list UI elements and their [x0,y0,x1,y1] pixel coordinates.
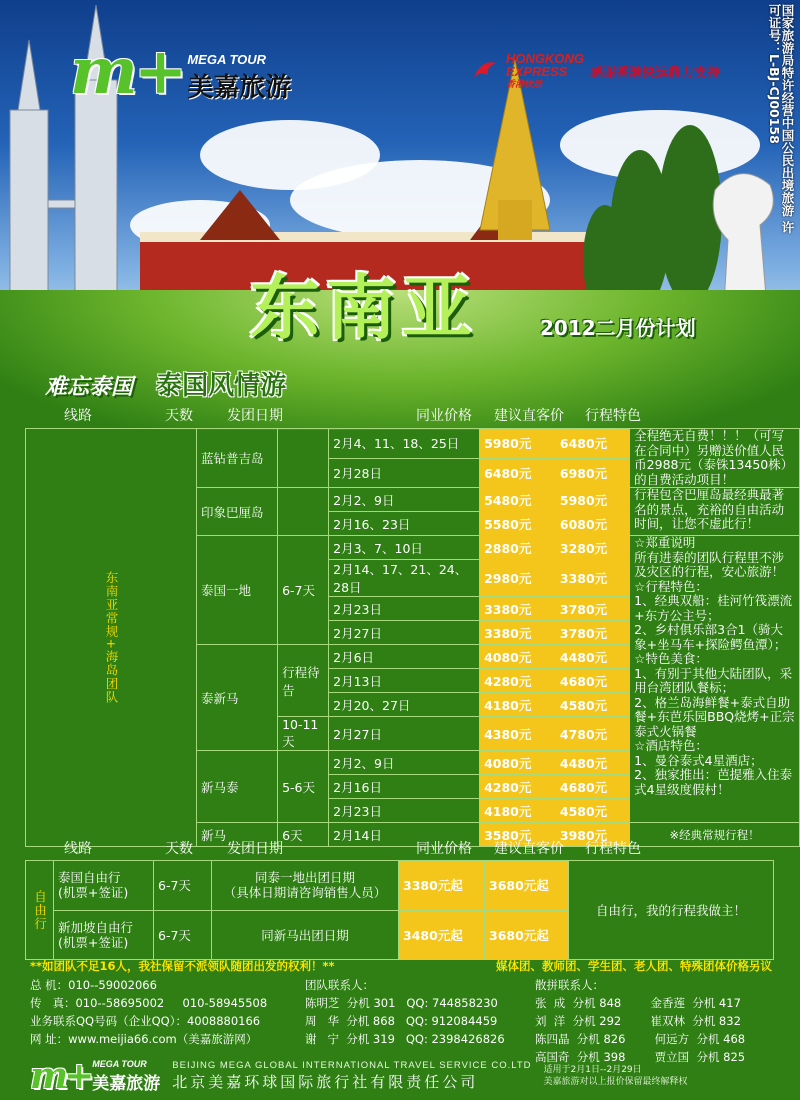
free-peer-price: 3480元起 [399,910,485,960]
footer-logo-chinese: 美嘉旅游 [92,1074,161,1094]
feature-puji: 全程绝无自费！！！（可写在合同中）另赠送价值人民币2988元（泰铢13450株）的自费活动项目！ [630,429,800,488]
route-name: 泰新马 [197,645,278,751]
route-days: 10-11天 [278,717,329,751]
depart-date: 2月13日 [329,669,480,693]
peer-price: 2980元 [480,560,556,597]
depart-date: 2月16日 [329,775,480,799]
tagline-left: 难忘泰国 [45,375,134,400]
footer-validity: 适用于2月1日--2月29日 [543,1065,642,1075]
peer-price: 4380元 [480,717,556,751]
header-route: 线路 [64,841,92,857]
route-name: 新马 [197,823,278,847]
peer-price: 4280元 [480,775,556,799]
main-table-header [0,405,800,427]
peer-price: 4180元 [480,693,556,717]
contact-fit-persons: 陈四晶 分机 826 何远方 分机 468 [535,1032,746,1046]
route-name: 蓝钻普吉岛 [197,429,278,488]
main-table [25,428,800,847]
tagline-right: 泰国风情游 [156,371,287,401]
header-peer-price: 同业价格 [416,841,472,857]
contact-fit-persons: 张 成 分机 848 金香莲 分机 417 [535,996,741,1010]
sponsor-name-line2: EXPRESS [506,64,568,79]
free-depart-date: 同新马出团日期 [212,910,399,960]
peer-price: 4080元 [480,751,556,775]
depart-date: 2月2、9日 [329,751,480,775]
free-route-note: (机票+签证) [58,885,129,901]
free-retail-price: 3680元起 [485,910,569,960]
route-days [278,488,329,536]
route-name: 泰国一地 [197,536,278,645]
depart-date: 2月2、9日 [329,488,480,512]
contact-main-phone: 总 机：010--59002066 [30,978,157,992]
contact-fit-persons: 高国奇 分机 398 贾立国 分机 825 [535,1050,746,1064]
peer-price: 3380元 [480,621,556,645]
retail-price: 6080元 [555,512,629,536]
depart-date: 2月4、11、18、25日 [329,429,480,459]
retail-price: 4680元 [555,669,629,693]
logo-chinese: 美嘉旅游 [187,73,292,103]
footer-logo-mark: m+ [30,1055,91,1097]
peer-price: 4180元 [480,799,556,823]
free-route-days: 6-7天 [154,861,212,911]
free-table-header [0,838,800,860]
depart-date: 2月23日 [329,799,480,823]
retail-price: 6980元 [555,458,629,488]
feature-thailand: ☆郑重说明 所有进泰的团队行程里不涉及灾区的行程，安心旅游！ ☆行程特色： 1、经典双船：桂河竹筏漂流+东方公主号； 2、乡村俱乐部3合1（骑大象+坐马车+探险鳄鱼潭）； ☆特色美食： 1、有别于其他大陆团队，采用台湾团队餐标； 2、格兰岛海鲜餐+泰式自助餐+东芭乐园BBQ烧烤+正宗泰式火锅餐 ☆酒店特色： 1、曼谷泰式4星酒店； 2、独家推出：芭提雅入住泰式4星级度假村！ [630,536,800,823]
contact-team-person: 陈明芝 分机 301 QQ: 744858230 [305,996,498,1010]
route-days: 6-7天 [278,536,329,645]
group-notice: **如团队不足16人，我社保留不派领队随团出发的权利！** [30,959,335,973]
contact-qq: 业务联系QQ号码（企业QQ）：4008880166 [30,1014,261,1028]
contact-fit-heading: 散拼联系人： [535,978,604,992]
free-route-days: 6-7天 [154,910,212,960]
header-route: 线路 [64,408,92,424]
retail-price: 4580元 [555,693,629,717]
header-features: 行程特色 [585,408,641,424]
contact-fax: 传 真：010--58695002 010-58945508 [30,996,268,1010]
route-days [278,429,329,488]
header-retail-price: 建议直客价 [494,408,564,424]
header-days: 天数 [165,841,193,857]
peer-price: 3380元 [480,597,556,621]
footer-logo [30,1055,161,1097]
depart-date: 2月20、27日 [329,693,480,717]
sponsor-name-cn: 香港快运 [506,79,543,89]
route-days: 行程待告 [278,645,329,717]
free-route-name: 泰国自由行 [58,870,121,886]
free-retail-price: 3680元起 [485,861,569,911]
peer-price: 5480元 [480,488,556,512]
free-label: 自由行 [26,861,54,960]
page-title: 东南亚 [250,267,478,349]
retail-price: 3380元 [555,560,629,597]
depart-date: 2月27日 [329,717,480,751]
peer-price: 5580元 [480,512,556,536]
retail-price: 4480元 [555,645,629,669]
footer-company-cn: 北京美嘉环球国际旅行社有限责任公司 [172,1073,479,1091]
special-groups-note: 媒体团、教师团、学生团、老人团、特殊团体价格另议 [496,959,772,973]
sponsor-thanks: 感谢香港快运鼎力支持 [590,66,721,81]
group-label: 东南亚常规+海岛团队 [26,429,197,847]
free-feature: 自由行，我的行程我做主！ [569,861,774,960]
license-text: 国家旅游局特许经营中国公民出境旅游 许可证号：L-BJ-CJ00158 [767,4,795,234]
contact-team-person: 周 华 分机 868 QQ: 912084459 [305,1014,498,1028]
free-route-note: (机票+签证) [58,934,129,950]
depart-date: 2月14日 [329,823,480,847]
depart-date: 2月23日 [329,597,480,621]
peer-price: 4080元 [480,645,556,669]
contact-team-heading: 团队联系人： [305,978,374,992]
free-route-name: 新加坡自由行 [58,919,134,935]
route-name: 印象巴厘岛 [197,488,278,536]
peer-price: 2880元 [480,536,556,560]
header-retail-price: 建议直客价 [494,841,564,857]
header-peer-price: 同业价格 [416,408,472,424]
trees [583,125,722,315]
free-depart-date: 同泰一地出团日期 （具体日期请咨询销售人员） [212,861,399,911]
retail-price: 3980元 [555,823,629,847]
retail-price: 4480元 [555,751,629,775]
retail-price: 3780元 [555,597,629,621]
tagline [45,365,286,402]
peer-price: 6480元 [480,458,556,488]
retail-price: 4680元 [555,775,629,799]
route-name: 新马泰 [197,751,278,823]
free-table [25,860,774,960]
retail-price: 3780元 [555,621,629,645]
footer-disclaimer: 美嘉旅游对以上报价保留最终解释权 [543,1077,688,1087]
header-days: 天数 [165,408,193,424]
retail-price: 6480元 [555,429,629,459]
route-days: 5-6天 [278,751,329,823]
hongkong-express-logo-icon [470,57,500,87]
retail-price: 3280元 [555,536,629,560]
peer-price: 4280元 [480,669,556,693]
feature-xinma: ※经典常规行程！ [630,823,800,847]
peer-price: 5980元 [480,429,556,459]
sponsor-block [470,52,720,91]
free-peer-price: 3380元起 [399,861,485,911]
depart-date: 2月14、17、21、24、28日 [329,560,480,597]
depart-date: 2月3、7、10日 [329,536,480,560]
depart-date: 2月28日 [329,458,480,488]
header-features: 行程特色 [585,841,641,857]
header-date: 发团日期 [227,841,283,857]
header-date: 发团日期 [227,408,283,424]
contact-website[interactable]: 网 址：www.meijia66.com（美嘉旅游网） [30,1032,258,1046]
contact-fit-persons: 刘 洋 分机 292 崔双林 分机 832 [535,1014,741,1028]
feature-bali: 行程包含巴厘岛最经典最著名的景点，充裕的自由活动时间，让您不虚此行！ [630,488,800,536]
retail-price: 5980元 [555,488,629,512]
footer-company-en: BEIJING MEGA GLOBAL INTERNATIONAL TRAVEL SERVICE CO.LTD [172,1060,532,1071]
depart-date: 2月6日 [329,645,480,669]
depart-date: 2月27日 [329,621,480,645]
peer-price: 3580元 [480,823,556,847]
sponsor-name-line1: HONGKONG [506,51,584,66]
brand-logo [70,34,292,109]
footer-logo-english: MEGA TOUR [92,1059,147,1069]
depart-date: 2月16、23日 [329,512,480,536]
contact-team-person: 谢 宁 分机 319 QQ: 2398426826 [305,1032,505,1046]
retail-price: 4780元 [555,717,629,751]
logo-mark: m+ [70,34,184,109]
logo-english: MEGA TOUR [187,52,267,67]
retail-price: 4580元 [555,799,629,823]
route-days: 6天 [278,823,329,847]
page-subtitle: 2012二月份计划 [540,316,696,340]
